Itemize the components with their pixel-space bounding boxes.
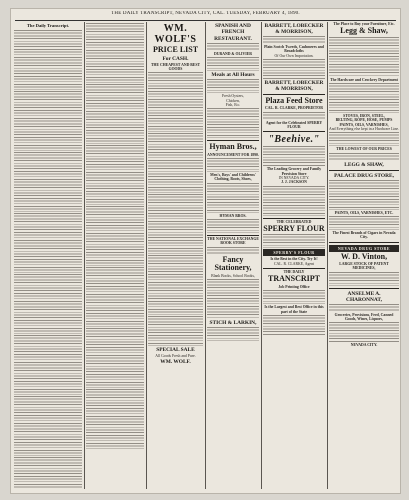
ad-hyman-announcement: ANNOUNCEMENT FOR 1890.	[207, 152, 259, 157]
ad-stich-larkin: STICH & LARKIN,	[209, 320, 257, 327]
column-ads-4	[263, 22, 325, 489]
ad-sperry-flour: SPERRY FLOUR	[263, 223, 325, 233]
article-text	[14, 30, 82, 90]
ad-text	[207, 57, 259, 71]
masthead: THE DAILY TRANSCRIPT, NEVADA CITY, CAL. TUESDAY, FEBRUARY 4, 1890.	[15, 11, 396, 21]
ad-hardware-line: And Everything else kept in a Hardware Line.	[329, 127, 399, 132]
ad-palace-drug: PALACE DRUG STORE,	[334, 172, 394, 179]
ad-text	[207, 43, 259, 51]
column-rule	[146, 22, 147, 489]
article-text	[14, 335, 82, 395]
ad-text	[207, 327, 259, 341]
ad-barrett-heading: BARRETT, LOBECKER & MORRISON,	[264, 23, 324, 35]
ad-beehive-city: IN NEVADA CITY.	[278, 175, 310, 180]
ad-text	[329, 272, 399, 286]
price-list-rows	[148, 316, 203, 346]
ad-charonnat: ANSELME A. CHARONNAT,	[346, 290, 382, 303]
ad-barrett-tweeds: Plain Scotch Tweeds, Cashmeres and Broadcloths	[264, 45, 324, 54]
ad-text	[207, 158, 259, 172]
ad-fancy-stationery: Fancy Stationery,	[214, 254, 252, 273]
ad-sperry-celebrated: THE CELEBRATED	[276, 219, 312, 224]
column-ads-5	[329, 22, 399, 489]
ad-restaurant-sub: RESTAURANT.	[214, 36, 252, 42]
column-rule	[84, 22, 85, 489]
price-list-rows	[148, 194, 203, 254]
article-text	[86, 389, 144, 449]
ad-text	[263, 36, 325, 44]
ad-text	[329, 132, 399, 146]
ad-text	[263, 315, 325, 335]
ad-restaurant-fish: Fish, Etc.	[225, 102, 241, 107]
ad-bookstore-heading: THE NATIONAL EXCHANGE BOOK STORE	[207, 236, 259, 246]
ad-text	[207, 183, 259, 213]
ad-palace-cigars: The Finest Brands of Cigars in Nevada City.	[332, 230, 396, 240]
ad-hardware-dept: The Hardware and Crockery Department	[330, 77, 398, 82]
article-text	[86, 145, 144, 205]
ad-restaurant-chicken: Chicken,	[226, 98, 240, 103]
ad-beehive: "Beehive."	[268, 134, 320, 146]
ad-transcript-largest: Is the Largest and Best Office in this part of the State	[264, 305, 324, 314]
ad-lowest-prices: THE LOWEST OF OUR PRICES	[336, 147, 392, 152]
ad-text	[263, 290, 325, 304]
ad-wolf-price-list: PRICE LIST	[152, 45, 199, 54]
ad-restaurant-meals: Meals at All Hours	[211, 72, 255, 79]
ad-hyman-clothing: Men's, Boys' and Childrens' Clothing, Boots, Shoes,	[210, 173, 256, 182]
article-text	[14, 152, 82, 212]
ad-text	[329, 322, 399, 342]
ad-plaza-proprietor: CAL. R. CLARKE, PROPRIETOR	[265, 106, 323, 111]
ad-transcript-title: TRANSCRIPT	[267, 274, 320, 284]
ad-restaurant-heading: SPANISH AND FRENCH	[215, 23, 251, 35]
article-text	[14, 213, 82, 273]
ad-text	[329, 180, 399, 210]
ad-sperry-banner: SPERRY'S FLOUR	[263, 249, 325, 256]
ad-legg-shaw: Legg & Shaw,	[340, 26, 388, 36]
article-text	[14, 274, 82, 334]
article-text	[86, 267, 144, 327]
ad-barrett-importation: Of Our Own Importation.	[274, 53, 314, 58]
ad-text	[329, 83, 399, 113]
column-rule	[261, 22, 262, 489]
ad-palace-paints: PAINTS, OILS, VARNISHES, ETC.	[334, 210, 394, 215]
ad-paints: PAINTS, OILS, VARNISHES,	[339, 122, 389, 127]
ad-text	[329, 37, 399, 77]
ad-sperry-agent: CAL. R. CLARKE, Agent	[273, 261, 315, 266]
ad-beehive-grocery: The Leading Grocery and Family Provision Store	[266, 167, 322, 176]
ad-belting: BELTING, ROPE, HOSE, PUMPS	[335, 118, 393, 123]
ad-vinton: W. D. Vinton,	[340, 251, 388, 261]
column-ads-3	[207, 22, 259, 489]
ad-furniture-heading: The Place to Buy your Furniture, Etc.	[333, 22, 395, 26]
ad-text	[207, 279, 259, 319]
ad-restaurant-owner: DURAND & OLIVIER	[214, 52, 252, 56]
ad-text	[263, 234, 325, 248]
ad-plaza-agent: Agent for the Celebrated SPERRY FLOUR	[265, 120, 323, 130]
column-news-1	[14, 22, 82, 489]
ad-text	[329, 153, 399, 161]
ad-text	[207, 219, 259, 233]
ad-transcript-jobs: Job Printing Office	[278, 284, 310, 289]
article-text	[86, 206, 144, 266]
ad-charonnat-groceries: Groceries, Provisions, Feed, Canned Goods, Wines, Liquors,	[334, 312, 394, 322]
column-rule	[205, 22, 206, 489]
ad-sperry-best: Is the Best in the City. Try It!	[270, 257, 318, 262]
article-text	[86, 23, 144, 83]
ad-hyman-signature: HYMAN BROS.	[219, 213, 247, 218]
ad-text	[207, 108, 259, 138]
newspaper-page	[10, 8, 401, 494]
price-list-rows	[148, 255, 203, 315]
ad-text	[263, 112, 325, 120]
ad-wolf-signature: WM. WOLF.	[160, 359, 191, 366]
ad-transcript-the-daily: THE DAILY	[283, 270, 305, 275]
ad-hyman-bros: Hyman Bros.,	[209, 142, 257, 152]
ad-blank-books: Blank Books, School Books,	[211, 273, 255, 278]
article-text	[86, 84, 144, 144]
ad-stoves: STOVES, IRON, STEEL,	[343, 114, 385, 119]
ad-text	[263, 146, 325, 166]
ad-text	[329, 304, 399, 312]
ad-nevada-drug: NEVADA DRUG STORE	[329, 245, 399, 252]
ad-charonnat-city: NEVADA CITY.	[350, 343, 378, 348]
ad-vinton-medicines: LARGE STOCK OF PATENT MEDICINES,	[339, 262, 389, 271]
ad-legg-shaw-signature: LEGG & SHAW,	[344, 161, 384, 168]
article-text	[14, 396, 82, 456]
ad-text	[263, 186, 325, 216]
price-list-rows	[148, 133, 203, 193]
ad-text	[263, 59, 325, 79]
article-text	[86, 328, 144, 388]
ad-barrett-signature: BARRETT, LOBECKER & MORRISON,	[264, 79, 324, 92]
price-list-rows	[148, 72, 203, 132]
ad-plaza-feed: Plaza Feed Store	[265, 95, 323, 105]
ad-text	[329, 216, 399, 230]
ad-beehive-jackson: J. J. JACKSON	[281, 180, 307, 185]
ad-restaurant-oysters: Fresh Oysters,	[222, 94, 244, 99]
article-text	[14, 457, 82, 489]
ad-wolf-special-sale: SPECIAL SALE	[156, 347, 195, 354]
ad-wolf-name: WM. WOLF'S	[154, 23, 197, 45]
column-news-2	[86, 22, 144, 489]
ad-wolf-tag: THE CHEAPEST AND BEST GOODS	[151, 62, 200, 71]
ad-text	[207, 79, 259, 93]
wolf-price-list-ad	[148, 22, 203, 489]
column-rule	[327, 22, 328, 489]
article-text	[14, 91, 82, 151]
ad-text	[207, 247, 259, 255]
column-title: The Daily Transcript.	[26, 23, 70, 28]
ad-wolf-fresh: All Goods Fresh and Pure.	[155, 354, 196, 359]
ad-wolf-for-cash: For CASH.	[162, 55, 189, 62]
